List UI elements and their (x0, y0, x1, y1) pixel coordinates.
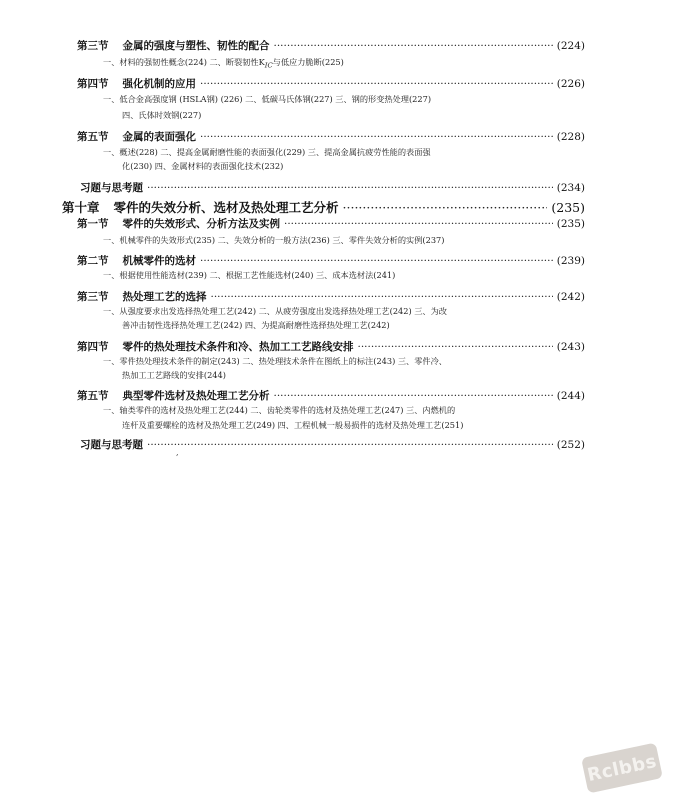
dot-leader (200, 131, 553, 143)
page-number: (224) (556, 40, 585, 52)
page-number: (235) (551, 200, 585, 215)
section-title: 零件的热处理技术条件和冷、热加工工艺路线安排 (122, 341, 354, 353)
subtopics-line: 一、从强度要求出发选择热处理工艺(242) 二、从疲劳强度出发选择热处理工艺(242) 三、为改 (103, 306, 447, 316)
dot-leader (147, 439, 553, 451)
page-number: (235) (556, 218, 585, 230)
dot-leader (284, 218, 553, 230)
section-number: 第五节 (77, 131, 109, 143)
page-number: (239) (556, 255, 585, 267)
section-title: 机械零件的选材 (122, 255, 196, 267)
subtopics-line: 善冲击韧性选择热处理工艺(242) 四、为提高耐磨性选择热处理工艺(242) (122, 320, 390, 330)
subtopics-text: 一、材料的强韧性概念(224) 二、断裂韧性K (103, 57, 265, 67)
subscript-text: IC (264, 61, 273, 70)
section-title: 强化机制的应用 (122, 78, 196, 90)
subtopics-line: 一、机械零件的失效形式(235) 二、失效分析的一般方法(236) 三、零件失效分析的实例(237) (103, 235, 445, 245)
section-title: 热处理工艺的选择 (122, 291, 207, 303)
watermark-logo (581, 742, 663, 793)
chapter-title: 零件的失效分析、选材及热处理工艺分析 (113, 200, 339, 215)
section-number: 第四节 (77, 78, 109, 90)
dot-leader (200, 255, 553, 267)
toc-exercises[interactable] (80, 180, 585, 195)
section-number: 第三节 (77, 291, 109, 303)
subtopics-line: 一、轴类零件的选材及热处理工艺(244) 二、齿轮类零件的选材及热处理工艺(247) 三、内燃机的 (103, 405, 456, 415)
dot-leader (211, 291, 553, 303)
dot-leader (200, 78, 553, 90)
section-number: 第五节 (77, 390, 109, 402)
section-number: 第四节 (77, 341, 109, 353)
subtopics-line (103, 58, 344, 70)
section-title: 典型零件选材及热处理工艺分析 (122, 390, 270, 402)
page-number: (243) (556, 341, 585, 353)
page-number: (252) (556, 439, 585, 451)
watermark-text: Rclbbs (585, 750, 659, 786)
section-title: 零件的失效形式、分析方法及实例 (122, 218, 280, 230)
toc-section-5b[interactable] (77, 388, 585, 403)
section-number: 第二节 (77, 255, 109, 267)
page-number: (244) (556, 390, 585, 402)
exercises-title: 习题与思考题 (80, 182, 143, 194)
page-number: (228) (556, 131, 585, 143)
section-number: 第三节 (77, 40, 109, 52)
subtopics-text-end: 与低应力脆断(225) (272, 57, 344, 67)
toc-exercises-2[interactable] (80, 437, 585, 452)
toc-chapter-10[interactable] (62, 198, 585, 216)
exercises-title: 习题与思考题 (80, 439, 143, 451)
subtopics-line: 一、根据使用性能选材(239) 二、根据工艺性能选材(240) 三、成本选材法(241) (103, 270, 396, 280)
subtopics-line: 热加工工艺路线的安排(244) (122, 370, 226, 380)
toc-section-4[interactable] (77, 76, 585, 91)
dot-leader (358, 341, 553, 353)
stray-mark: , (176, 448, 179, 457)
toc-section-4b[interactable] (77, 339, 585, 354)
toc-section-5[interactable] (77, 129, 585, 144)
page-number: (242) (556, 291, 585, 303)
section-number: 第一节 (77, 218, 109, 230)
chapter-number: 第十章 (62, 200, 100, 215)
dot-leader (147, 182, 553, 194)
toc-section-3b[interactable] (77, 289, 585, 304)
section-title: 金属的表面强化 (122, 131, 196, 143)
subtopics-line: 四、氏体时效钢(227) (122, 110, 202, 120)
page-number: (226) (556, 78, 585, 90)
subtopics-line: 一、概述(228) 二、提高金属耐磨性能的表面强化(229) 三、提高金属抗疲劳性能的表面强 (103, 147, 431, 157)
page-number: (234) (556, 182, 585, 194)
toc-section-2[interactable] (77, 253, 585, 268)
subtopics-line: 一、低合金高强度钢 (HSLA钢) (226) 二、低碳马氏体钢(227) 三、钢的形变热处理(227) (103, 94, 432, 104)
subtopics-line: 一、零件热处理技术条件的制定(243) 二、热处理技术条件在图纸上的标注(243) 三、零件冷、 (103, 356, 447, 366)
dot-leader (343, 200, 548, 215)
subtopics-line: 连杆及重要螺栓的选材及热处理工艺(249) 四、工程机械一般易损件的选材及热处理工艺(251) (122, 420, 464, 430)
dot-leader (274, 40, 553, 52)
section-title: 金属的强度与塑性、韧性的配合 (122, 40, 270, 52)
subtopics-line: 化(230) 四、金属材料的表面强化技术(232) (122, 161, 284, 171)
toc-section-3[interactable] (77, 38, 585, 53)
toc-section-1[interactable] (77, 216, 585, 231)
dot-leader (274, 390, 553, 402)
